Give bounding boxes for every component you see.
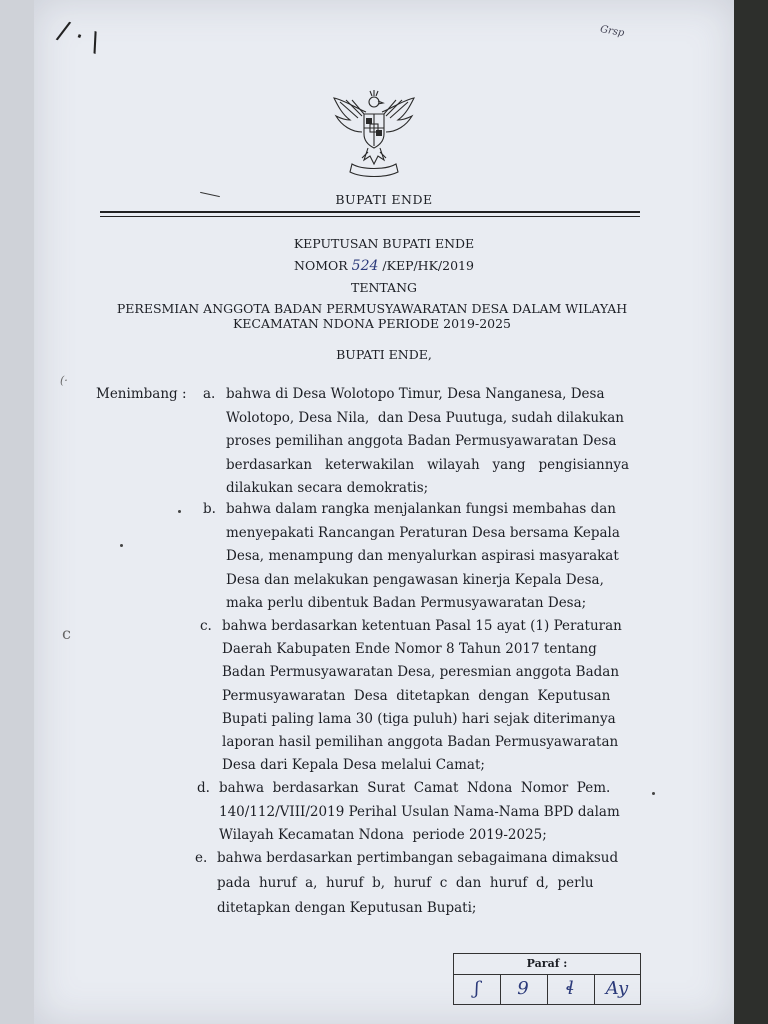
letterhead-title: BUPATI ENDE xyxy=(335,192,433,207)
menimbang-item-line: maka perlu dibentuk Badan Permusyawaratan Desa; xyxy=(226,595,587,611)
letterhead-rule-thin xyxy=(100,216,640,217)
menimbang-item-line: 140/112/VIII/2019 Perihal Usulan Nama-Nama BPD dalam xyxy=(219,803,620,820)
margin-scrawl: (· xyxy=(60,374,68,387)
menimbang-item-line: Permusyawaratan Desa ditetapkan dengan Keputusan xyxy=(222,687,611,704)
stray-dot xyxy=(652,792,655,795)
menimbang-item-line: Bupati paling lama 30 (tiga puluh) hari sejak diterimanya xyxy=(222,710,616,727)
decree-number-handwritten: 524 xyxy=(351,258,379,274)
menimbang-item-line: bahwa dalam rangka menjalankan fungsi membahas dan xyxy=(226,501,616,517)
menimbang-item-line: Wilayah Kecamatan Ndona periode 2019-2025; xyxy=(219,827,547,843)
menimbang-item-line: proses pemilihan anggota Badan Permusyawaratan Desa xyxy=(226,433,617,449)
paraf-initial: Ay xyxy=(605,978,629,999)
background-left xyxy=(0,0,34,1024)
menimbang-item-letter: a. xyxy=(203,386,216,402)
menimbang-item-letter: d. xyxy=(197,780,210,796)
decree-number-prefix: NOMOR xyxy=(294,258,348,273)
show-through-text xyxy=(215,100,635,124)
margin-c-mark: c xyxy=(62,624,71,643)
menimbang-item-line: bahwa di Desa Wolotopo Timur, Desa Nanganesa, Desa xyxy=(226,386,605,402)
menimbang-label: Menimbang : xyxy=(96,386,187,402)
corner-handwritten-mark: / · \ xyxy=(54,15,105,59)
paraf-label: Paraf : xyxy=(454,954,640,975)
menimbang-item-line: Daerah Kabupaten Ende Nomor 8 Tahun 2017 tentang xyxy=(222,641,597,658)
tentang-label: TENTANG xyxy=(350,280,417,295)
menimbang-item-line: Desa, menampung dan menyalurkan aspirasi masyarakat xyxy=(226,548,619,564)
stray-dot xyxy=(178,510,181,513)
corner-initial-mark: Grsp xyxy=(599,23,626,40)
menimbang-item-line: bahwa berdasarkan pertimbangan sebagaimana dimaksud xyxy=(217,850,619,866)
background-right xyxy=(734,0,768,1024)
decree-number xyxy=(0,258,768,274)
menimbang-item-line: pada huruf a, huruf b, huruf c dan huruf d, perlu xyxy=(217,875,594,891)
paraf-initial: 9 xyxy=(517,978,529,999)
decree-subject-line: PERESMIAN ANGGOTA BADAN PERMUSYAWARATAN DESA DALAM WILAYAH xyxy=(116,301,628,316)
menimbang-item-line: dilakukan secara demokratis; xyxy=(226,480,429,496)
decree-subject xyxy=(92,301,652,331)
decree-number-suffix: /KEP/HK/2019 xyxy=(382,258,474,273)
menimbang-item-line: Wolotopo, Desa Nila, dan Desa Puutuga, sudah dilakukan xyxy=(226,409,624,426)
stray-dot xyxy=(120,544,123,547)
menimbang-item-line: ditetapkan dengan Keputusan Bupati; xyxy=(217,900,477,916)
menimbang-item-line: Desa dari Kepala Desa melalui Camat; xyxy=(222,757,485,774)
paraf-initial: ʃ xyxy=(474,978,480,999)
menimbang-item-letter: c. xyxy=(200,618,212,634)
menimbang-item-line: Desa dan melakukan pengawasan kinerja Kepala Desa, xyxy=(226,571,604,588)
menimbang-item-line: bahwa berdasarkan Surat Camat Ndona Nomor Pem. xyxy=(219,780,611,796)
decree-heading: KEPUTUSAN BUPATI ENDE xyxy=(293,236,475,251)
menimbang-item-letter: e. xyxy=(195,850,208,866)
decree-subject-line: KECAMATAN NDONA PERIODE 2019-2025 xyxy=(232,316,512,331)
menimbang-item-line: laporan hasil pemilihan anggota Badan Permusyawaratan xyxy=(222,734,619,750)
letterhead-rule-thick xyxy=(100,211,640,213)
menimbang-item-line: Badan Permusyawaratan Desa, peresmian anggota Badan xyxy=(222,664,620,681)
menimbang-item-line: berdasarkan keterwakilan wilayah yang pengisiannya xyxy=(226,456,630,473)
paraf-box xyxy=(453,953,641,1005)
garuda-emblem-icon xyxy=(328,88,420,180)
paraf-initial: ɬ xyxy=(565,978,575,999)
menimbang-item-line: menyepakati Rancangan Peraturan Desa bersama Kepala xyxy=(226,524,620,541)
menimbang-item-letter: b. xyxy=(203,501,216,517)
menimbang-item-line: bahwa berdasarkan ketentuan Pasal 15 ayat (1) Peraturan xyxy=(222,618,622,634)
issuer-title: BUPATI ENDE, xyxy=(336,347,432,362)
